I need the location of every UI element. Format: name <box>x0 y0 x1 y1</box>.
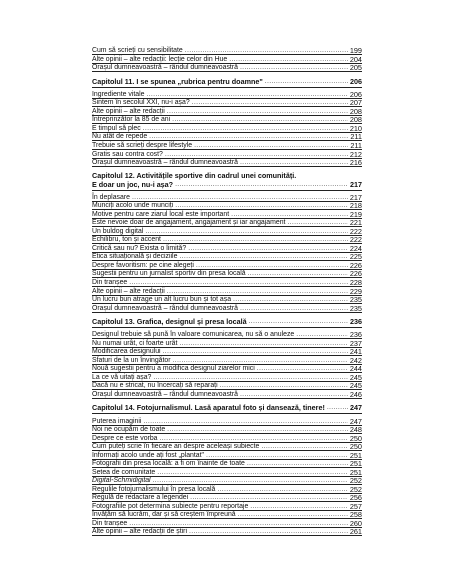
dot-leader <box>327 404 348 411</box>
entry-title: E timpul să plec <box>92 124 141 132</box>
page-number: 235 <box>349 295 362 305</box>
dot-leader <box>157 469 348 476</box>
entry-title: Digital-Schmidigital <box>92 477 151 485</box>
toc-entry <box>92 382 362 390</box>
entry-title: Munciți acolo unde munciți <box>92 202 174 210</box>
toc-entry <box>92 202 362 210</box>
heading-rule <box>92 327 362 328</box>
toc-entry <box>92 279 362 287</box>
page-number: 199 <box>349 46 362 56</box>
toc-entry <box>92 494 362 502</box>
entry-title: Noi ne ocupăm de toate <box>92 426 166 434</box>
page-number: 235 <box>349 303 362 313</box>
page-number: 251 <box>349 459 362 469</box>
page-number: 237 <box>349 338 362 348</box>
entry-title: Cum să scrieți cu sensibilitate <box>92 47 183 55</box>
entry-title: Un buldog digital <box>92 227 144 235</box>
entry-title: Cum puteți scrie în fiecare an despre aceleași subiecte <box>92 443 260 451</box>
entry-title: Alte opinii – alte redacții <box>92 107 165 115</box>
toc-entry <box>92 253 362 261</box>
entry-title: La ce vă uitați așa? <box>92 373 152 381</box>
entry-title: Fotografii din presa locală: a fi om înainte de toate <box>92 460 245 468</box>
dot-leader <box>240 159 348 166</box>
page-number: 204 <box>349 54 362 64</box>
page-number: 241 <box>349 347 362 357</box>
entry-title: Sintem în secolul XXI, nu-i așa? <box>92 99 190 107</box>
dot-leader <box>172 116 348 123</box>
toc-entry <box>92 452 362 460</box>
page-number: 208 <box>349 115 362 125</box>
page-number: 228 <box>349 277 362 287</box>
toc-entry <box>92 99 362 107</box>
toc-entry <box>92 125 362 133</box>
entry-title: Regulă de redactare a legendei <box>92 494 189 502</box>
entry-title: Regulile fotojurnalismului în presa locală <box>92 485 216 493</box>
entry-title: Capitolul 11. I se spunea „rubrica pentru doamne" <box>92 76 263 86</box>
toc-entry <box>92 56 362 64</box>
entry-title: Din tranșee <box>92 519 128 527</box>
page-number: 226 <box>349 260 362 270</box>
entry-title: Alte opinii – alte redacții: lecție celor din Hue <box>92 55 228 63</box>
entry-title: Designul trebuie să pună în valoare comunicarea, nu să o anuleze <box>92 331 295 339</box>
heading-rule <box>92 190 362 191</box>
toc-entry <box>92 426 362 434</box>
dot-leader <box>231 211 348 218</box>
entry-title: Gratis sau contra cost? <box>92 150 163 158</box>
toc-entry <box>92 374 362 382</box>
entry-title: Dacă nu e stricat, nu încercați să reparați <box>92 382 218 390</box>
toc-entry <box>92 91 362 99</box>
toc-entry <box>92 150 362 158</box>
dot-leader <box>146 91 347 98</box>
toc-entry <box>92 296 362 304</box>
toc-entry <box>92 469 362 477</box>
entry-title: Un lucru bun atrage un alt lucru bun și tot așa <box>92 296 232 304</box>
toc-entry <box>92 142 362 150</box>
entry-title: Critică sau nu? Exista o limită? <box>92 244 187 252</box>
dot-leader <box>250 503 348 510</box>
entry-title: Nu numai urât, ci foarte urât <box>92 339 178 347</box>
toc-entry <box>92 64 362 72</box>
entry-title: Despre favoritism: pe cine alegeți <box>92 261 194 269</box>
toc-entry <box>92 417 362 425</box>
entry-title: Echilibru, ton și accent <box>92 236 161 244</box>
chapter-heading-line: Capitolul 12. Activitățile sportive din cadrul unei comunități. <box>92 171 297 181</box>
page-number: 247 <box>350 403 362 413</box>
entry-title: Învățăm să lucrăm, dar și să creștem împreună <box>92 511 236 519</box>
toc-entry <box>92 270 362 278</box>
page-number: 219 <box>349 209 362 219</box>
dot-leader <box>296 331 348 338</box>
dot-leader <box>165 151 348 158</box>
entry-title: Ingrediente vitale <box>92 90 145 98</box>
dot-leader <box>167 108 348 115</box>
chapter-heading <box>92 78 362 85</box>
dot-leader <box>249 318 348 325</box>
entry-title: Nouă sugestii pentru a modifica designul ziarelor mici <box>92 365 255 373</box>
table-of-contents <box>92 47 362 537</box>
page-number: 250 <box>349 442 362 452</box>
toc-entry <box>92 159 362 167</box>
dot-leader <box>175 181 348 188</box>
page-number: 221 <box>349 218 362 228</box>
toc-entry <box>92 486 362 494</box>
page-number: 216 <box>349 158 362 168</box>
heading-rule <box>92 87 362 88</box>
toc-entry <box>92 245 362 253</box>
dot-leader <box>173 357 348 364</box>
page-number: 260 <box>349 518 362 528</box>
entry-title: Orașul dumneavoastră – rândul dumneavoastră <box>92 390 238 398</box>
page-number: 248 <box>349 425 362 435</box>
toc-entry <box>92 340 362 348</box>
dot-leader <box>240 305 348 312</box>
toc-entry <box>92 435 362 443</box>
page-number: 236 <box>350 317 362 327</box>
chapter-heading <box>92 180 362 187</box>
dot-leader <box>206 452 348 459</box>
dot-leader <box>247 460 348 467</box>
entry-title: Etica situațională și deciziile <box>92 253 178 261</box>
dot-leader <box>192 99 348 106</box>
entry-title: E doar un joc, nu-i așa? <box>92 179 174 189</box>
dot-leader <box>149 133 348 140</box>
toc-entry <box>92 443 362 451</box>
page-number: 245 <box>349 372 362 382</box>
dot-leader <box>190 494 348 501</box>
page-number: 217 <box>349 192 362 202</box>
entry-title: Sfaturi de la un învingător <box>92 356 171 364</box>
page-number: 208 <box>349 106 362 116</box>
dot-leader <box>287 219 347 226</box>
dot-leader <box>217 486 347 493</box>
page-number: 261 <box>349 527 362 537</box>
dot-leader <box>240 391 348 398</box>
entry-title: În deplasare <box>92 193 130 201</box>
toc-entry <box>92 211 362 219</box>
page-number: 224 <box>349 243 362 253</box>
toc-entry <box>92 47 362 55</box>
toc-entry <box>92 194 362 202</box>
dot-leader <box>240 64 348 71</box>
entry-title: Modificarea designului <box>92 348 161 356</box>
toc-entry <box>92 460 362 468</box>
entry-title: Orașul dumneavoastră – rândul dumneavoastră <box>92 304 238 312</box>
dot-leader <box>167 426 348 433</box>
page-number: 211 <box>350 132 362 142</box>
dot-leader <box>129 279 348 286</box>
dot-leader <box>153 374 347 381</box>
toc-entry <box>92 528 362 536</box>
page-number: 245 <box>349 381 362 391</box>
entry-title: Orașul dumneavoastră – rândul dumneavoastră <box>92 159 238 167</box>
entry-title: Puterea imaginii <box>92 417 142 425</box>
entry-title: Motive pentru care ziarul local este important <box>92 210 230 218</box>
toc-entry <box>92 219 362 227</box>
page-number: 252 <box>349 484 362 494</box>
toc-entry <box>92 133 362 141</box>
entry-title: Orașul dumneavoastră – rândul dumneavoastră <box>92 64 238 72</box>
dot-leader <box>145 228 347 235</box>
dot-leader <box>265 78 348 85</box>
dot-leader <box>185 47 348 54</box>
dot-leader <box>233 296 348 303</box>
entry-title: Alte opinii – alte redacții <box>92 287 165 295</box>
page-number: 250 <box>349 433 362 443</box>
page-number: 211 <box>350 140 362 150</box>
dot-leader <box>196 262 348 269</box>
entry-title: Fotografiile pot determina subiecte pentru reportaje <box>92 502 249 510</box>
dot-leader <box>261 443 347 450</box>
toc-entry <box>92 108 362 116</box>
entry-title: Întreprinzător la 85 de ani <box>92 116 171 124</box>
toc-entry <box>92 511 362 519</box>
entry-title: Trebuie să scrieți despre lifestyle <box>92 141 193 149</box>
toc-entry <box>92 304 362 312</box>
dot-leader <box>229 56 348 63</box>
page-number: 206 <box>349 89 362 99</box>
page-number: 252 <box>349 476 362 486</box>
page-number: 206 <box>350 76 362 86</box>
entry-title: Capitolul 13. Grafica, designul și presa locală <box>92 317 247 327</box>
heading-rule <box>92 413 362 414</box>
page-number: 256 <box>349 493 362 503</box>
toc-entry <box>92 228 362 236</box>
dot-leader <box>220 382 348 389</box>
page-number: 236 <box>349 330 362 340</box>
entry-title: Informați acolo unde ați fost „plantat" <box>92 451 204 459</box>
toc-entry <box>92 236 362 244</box>
toc-entry <box>92 391 362 399</box>
page-number: 229 <box>349 286 362 296</box>
page-number: 217 <box>350 179 362 189</box>
entry-title: Din tranșee <box>92 278 128 286</box>
dot-leader <box>179 340 347 347</box>
dot-leader <box>257 365 348 372</box>
page-number: 225 <box>349 252 362 262</box>
toc-entry <box>92 477 362 485</box>
dot-leader <box>179 253 347 260</box>
toc-entry <box>92 357 362 365</box>
page-number: 258 <box>349 510 362 520</box>
page-number: 207 <box>349 98 362 108</box>
page-number: 226 <box>349 269 362 279</box>
toc-entry <box>92 520 362 528</box>
dot-leader <box>143 125 348 132</box>
page-number: 222 <box>349 226 362 236</box>
toc-entry <box>92 331 362 339</box>
dot-leader <box>194 142 348 149</box>
toc-entry <box>92 348 362 356</box>
dot-leader <box>160 435 348 442</box>
page-number: 212 <box>349 149 362 159</box>
dot-leader <box>167 288 348 295</box>
dot-leader <box>175 202 348 209</box>
dot-leader <box>248 270 348 277</box>
page-number: 251 <box>349 467 362 477</box>
entry-title: Alte opinii – alte redacții de știri <box>92 528 187 536</box>
toc-entry <box>92 116 362 124</box>
entry-title: Sugestii pentru un jurnalist sportiv din presa locală <box>92 270 246 278</box>
toc-entry <box>92 503 362 511</box>
chapter-heading <box>92 404 362 411</box>
page-number: 218 <box>349 201 362 211</box>
entry-title: Este nevoie doar de angajament, angajament și iar angajament <box>92 219 286 227</box>
entry-title: Despre ce este vorba <box>92 434 158 442</box>
toc-entry <box>92 287 362 295</box>
dot-leader <box>132 194 348 201</box>
dot-leader <box>238 511 348 518</box>
page-number: 210 <box>349 123 362 133</box>
page-number: 244 <box>349 364 362 374</box>
page-number: 251 <box>349 450 362 460</box>
page-number: 246 <box>349 389 362 399</box>
page-number: 242 <box>349 355 362 365</box>
dot-leader <box>129 520 348 527</box>
dot-leader <box>189 528 348 535</box>
page-number: 257 <box>349 501 362 511</box>
page-number: 205 <box>349 63 362 73</box>
dot-leader <box>153 477 348 484</box>
dot-leader <box>163 348 348 355</box>
chapter-heading <box>92 318 362 325</box>
dot-leader <box>188 245 348 252</box>
entry-title: Setea de comunitate <box>92 468 156 476</box>
dot-leader <box>163 236 348 243</box>
entry-title: Capitolul 14. Fotojurnalismul. Lasă aparatul foto și dansează, tinere! <box>92 403 325 413</box>
entry-title: Nu atât de repede <box>92 133 148 141</box>
toc-entry <box>92 262 362 270</box>
dot-leader <box>143 418 347 425</box>
page-number: 222 <box>349 235 362 245</box>
toc-entry <box>92 365 362 373</box>
page-number: 247 <box>349 416 362 426</box>
